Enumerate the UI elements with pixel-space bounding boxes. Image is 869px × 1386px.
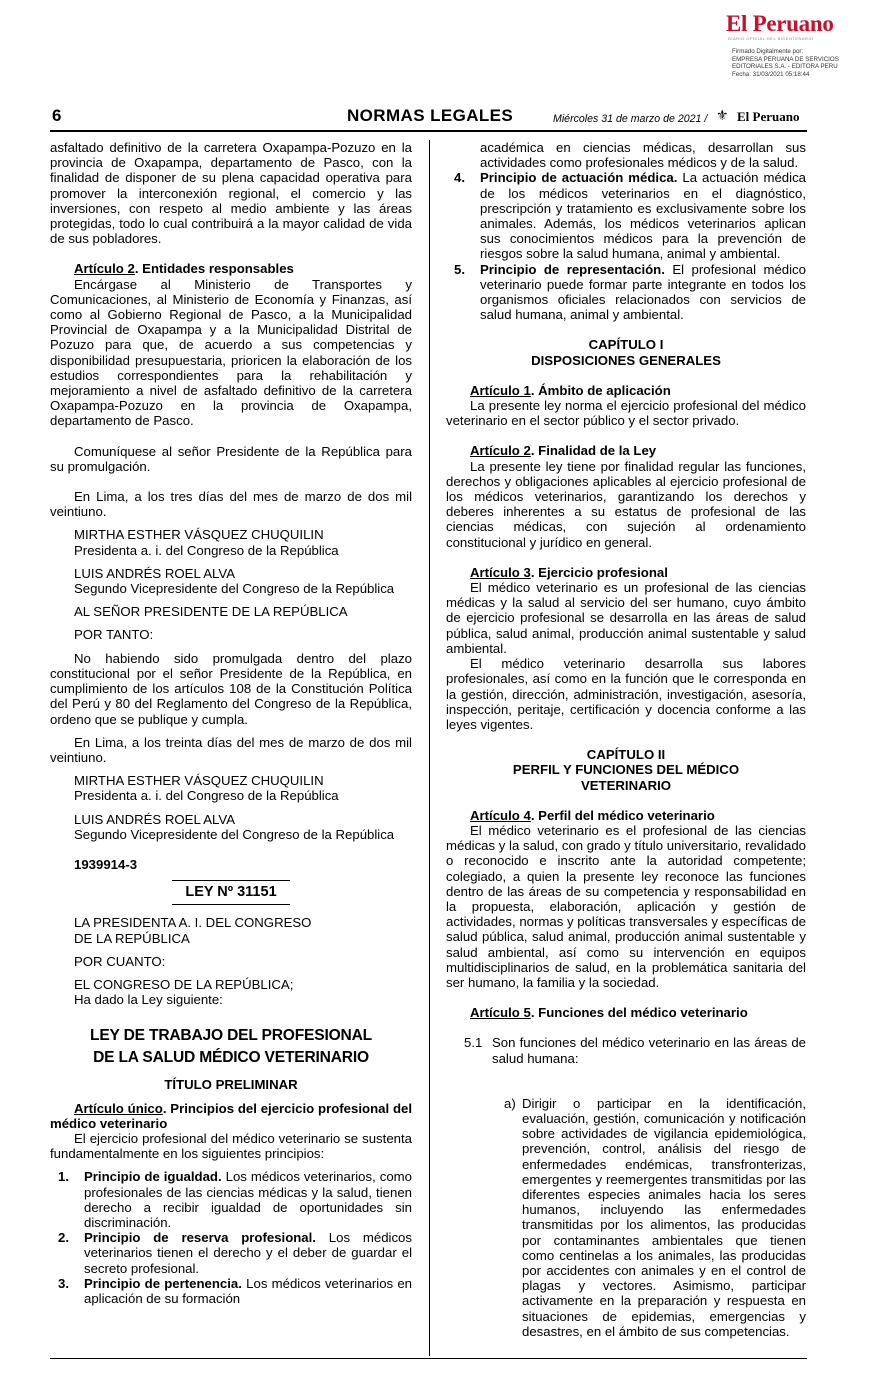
por-tanto: POR TANTO:: [74, 627, 154, 643]
heading-line: DE LA REPÚBLICA: [74, 930, 190, 946]
por-cuanto: POR CUANTO:: [74, 953, 166, 969]
clause-number: 5.1: [464, 1035, 483, 1051]
signatory-role: Segundo Vicepresidente del Congreso de la República: [74, 581, 395, 597]
article-title: . Perfil del médico veterinario: [530, 807, 715, 823]
article-label: Artículo 1: [470, 382, 531, 398]
list-item: [50, 1230, 412, 1276]
digital-signature: [732, 48, 866, 78]
paragraph: El médico veterinario es el profesional de las ciencias médicas y la salud, con grado y título universitario, revalidado o reconocido e inscrito ante la autoridad competente; colegiado, a quien la presente ley reconoce las funciones dentro de las áreas de su competencia y responsabilidad en la propuesta, elaboración, aplicación y gestión de actividades, normas y políticas transversales y específicas de salud pública, salud animal, producción animal sustentable y salud ambiental, así como su intervención en equipos multidisciplinarios de salud, en la problemática sanitaria del ser humano, la familia y la sociedad.: [446, 822, 806, 990]
article-title: . Principios del ejercicio profesional del médico veterinario: [50, 1100, 412, 1131]
heading-line: EL CONGRESO DE LA REPÚBLICA;: [74, 976, 294, 992]
principle-title: Principio de actuación médica.: [480, 170, 678, 186]
law-title-line: LEY DE TRABAJO DEL PROFESIONAL: [90, 1027, 372, 1045]
separator: [172, 904, 290, 905]
signatory-name: LUIS ANDRÉS ROEL ALVA: [74, 565, 235, 581]
right-column: [446, 140, 806, 1339]
paragraph: En Lima, a los treinta días del mes de marzo de dos mil veintiuno.: [50, 734, 412, 765]
presidenta-heading: [50, 915, 412, 945]
list-number: 5.: [454, 261, 465, 277]
page-number: 6: [52, 106, 62, 125]
congress-heading: [50, 977, 412, 1007]
chapter-number: CAPÍTULO I: [588, 337, 664, 353]
principle-body: Los médicos veterinarios tienen el derecho y el deber de guardar el secreto profesional.: [84, 1230, 412, 1276]
paragraph: El médico veterinario desarrolla sus labores profesionales, así como en la función que le corresponda en la gestión, dirección, administración, investigación, asesoría, inspección, peritaje, certificación y docencia conforme a las leyes vigentes.: [446, 656, 806, 732]
list-item: [50, 1276, 412, 1306]
chapter-title: PERFIL Y FUNCIONES DEL MÉDICO: [512, 762, 740, 778]
numbered-clause: [446, 1035, 806, 1065]
principle-body: Los médicos veterinarios, como profesionales de las ciencias médicas y la salud, tienen derecho a recibir igualdad de oportunidades sin discriminación.: [84, 1169, 412, 1230]
article-title: . Entidades responsables: [134, 261, 294, 277]
coat-of-arms-icon: ⚜: [716, 107, 729, 123]
clause-text: Dirigir o participar en la identificación, evaluación, gestión, comunicación y notificación sobre actividades de vigilancia epidemiológica, prevención, control, análisis del riesgo de enfermedades endémicas, transfronterizas, emergentes y reemergentes transmitidas por las diferentes especies animales hacia los seres humanos, incluyendo las enfermedades transmitidas por los alimentos, las producidas por contaminantes ambientales que tienen como centinelas a los animales, las producidas por accidentes con animales y en el control de plagas y vectores. Asimismo, participar activamente en la preparación y respuesta en situaciones de epidemias, emergencias y desastres, en el ámbito de sus competencias.: [522, 1095, 806, 1339]
article-heading: [446, 565, 806, 580]
law-number: LEY Nº 31151: [185, 884, 277, 901]
principle-body: El profesional médico veterinario puede formar parte integrante en todos los organismos oficiales relacionados con servicios de salud humana, animal y ambiental.: [480, 261, 806, 323]
addressee: AL SEÑOR PRESIDENTE DE LA REPÚBLICA: [74, 604, 348, 620]
signatory-role: Presidenta a. i. del Congreso de la República: [74, 788, 339, 804]
signatory-name: MIRTHA ESTHER VÁSQUEZ CHUQUILIN: [74, 773, 324, 789]
heading-line: LA PRESIDENTA A. I. DEL CONGRESO: [74, 915, 312, 931]
signature-line: Fecha: 31/03/2021 05:18:44: [732, 70, 810, 78]
list-number: 1.: [58, 1169, 69, 1185]
list-item: [50, 1169, 412, 1230]
signature-block: [50, 527, 412, 557]
title-heading: TÍTULO PRELIMINAR: [164, 1077, 298, 1093]
clause-text: Son funciones del médico veterinario en las áreas de salud humana:: [492, 1035, 806, 1066]
separator: [172, 880, 290, 881]
paragraph: El ejercicio profesional del médico veterinario se sustenta fundamentalmente en los siguientes principios:: [50, 1130, 412, 1162]
article-label: Artículo 4: [470, 807, 531, 823]
article-label: Artículo 5: [470, 1005, 531, 1021]
brand-tagline: DIARIO OFICIAL DEL BICENTENARIO: [728, 36, 814, 41]
signature-block: [50, 773, 412, 803]
list-item: [446, 262, 806, 323]
paragraph: La presente ley tiene por finalidad regular las funciones, derechos y obligaciones aplicables al ejercicio profesional de los médicos veterinarios, garantizando los derechos y deberes inherentes a su estatus de profesional de las ciencias médicas, con sujeción al ordenamiento constitucional y jurídico en general.: [446, 458, 806, 550]
article-title: . Ámbito de aplicación: [530, 382, 671, 398]
article-heading: [446, 443, 806, 458]
header-rule: [50, 130, 807, 132]
article-heading: [50, 1101, 412, 1131]
principle-body: Los médicos veterinarios en aplicación de su formación: [84, 1275, 413, 1306]
principle-title: Principio de igualdad.: [84, 1169, 222, 1185]
article-heading: [446, 383, 806, 398]
chapter-title: DISPOSICIONES GENERALES: [531, 352, 721, 368]
paragraph: Comuníquese al señor Presidente de la República para su promulgación.: [50, 443, 412, 474]
chapter-number: CAPÍTULO II: [586, 747, 666, 763]
signature-block: [50, 812, 412, 842]
principle-title: Principio de representación.: [480, 261, 665, 277]
signature-line: EMPRESA PERUANA DE SERVICIOS: [732, 55, 839, 63]
el-peruano-logo: El Peruano: [726, 11, 834, 36]
column-divider: [429, 140, 430, 1356]
list-number: 4.: [454, 170, 465, 186]
article-title: . Ejercicio profesional: [530, 564, 668, 580]
document-code: 1939914-3: [74, 856, 138, 872]
article-label: Artículo 3: [470, 564, 531, 580]
principle-title: Principio de reserva profesional.: [84, 1230, 316, 1246]
clause-letter: a): [504, 1095, 516, 1111]
heading-line: Ha dado la Ley siguiente:: [74, 992, 223, 1008]
paragraph: En Lima, a los tres días del mes de marzo de dos mil veintiuno.: [50, 489, 412, 520]
article-label: Artículo 2: [74, 261, 135, 277]
left-column: [50, 140, 412, 1306]
paragraph: Encárgase al Ministerio de Transportes y Comunicaciones, al Ministerio de Economía y Finanzas, así como al Gobierno Regional de Pasco, a la Municipalidad Provincial de Oxapampa y a la Municipalidad Distrital de Pozuzo para que, de acuerdo a sus competencias y disponibilidad presupuestaria, prioricen la elaboración de los estudios correspondientes para la rehabilitación y mejoramiento a nivel de asfaltado definitivo de la carretera Oxapampa-Pozuzo en la provincia de Oxapampa, departamento de Pasco.: [50, 276, 412, 429]
signatory-name: MIRTHA ESTHER VÁSQUEZ CHUQUILIN: [74, 527, 324, 543]
article-label: Artículo 2: [470, 443, 531, 459]
principle-body: académica en ciencias médicas, desarrollan sus actividades como profesionales médicos y de la salud.: [480, 140, 806, 171]
article-title: . Funciones del médico veterinario: [530, 1005, 748, 1021]
principle-body: La actuación médica de los médicos veterinarios en el diagnóstico, prescripción y tratamiento es exclusivamente sobre los animales. Además, los médicos veterinarios aplican sus conocimientos médicos para la prevención de riesgos sobre la salud humana, animal y ambiental.: [480, 170, 806, 262]
article-label: Artículo único: [74, 1100, 163, 1116]
paragraph: La presente ley norma el ejercicio profesional del médico veterinario en el sector público y el sector privado.: [446, 398, 806, 429]
list-number: 2.: [58, 1230, 69, 1246]
list-item: [446, 170, 806, 261]
article-heading: [446, 1005, 806, 1020]
list-item-continued: [446, 140, 806, 170]
law-title-line: DE LA SALUD MÉDICO VETERINARIO: [93, 1049, 369, 1067]
principle-title: Principio de pertenencia.: [84, 1275, 242, 1291]
signature-line: EDITORIALES S.A. - EDITORA PERU: [732, 63, 838, 71]
chapter-title: VETERINARIO: [580, 777, 672, 793]
article-heading: [50, 261, 412, 276]
header-brand: El Peruano: [737, 109, 800, 124]
signatory-role: Segundo Vicepresidente del Congreso de la República: [74, 826, 395, 842]
paragraph: asfaltado definitivo de la carretera Oxapampa-Pozuzo en la provincia de Oxapampa, departamento de Pasco, con la finalidad de disponer de su plena capacidad operativa para promover la interconexión regional, el comercio y las inversiones, con respeto al medio ambiente y las áreas protegidas, todo lo cual contribuirá a la mayor calidad de vida de sus pobladores.: [50, 140, 412, 247]
signatory-name: LUIS ANDRÉS ROEL ALVA: [74, 811, 235, 827]
list-number: 3.: [58, 1275, 69, 1291]
signature-block: [50, 566, 412, 596]
signatory-role: Presidenta a. i. del Congreso de la República: [74, 542, 339, 558]
brand-masthead: [726, 12, 866, 41]
footer-rule: [50, 1358, 807, 1359]
header-date: Miércoles 31 de marzo de 2021 /: [553, 113, 708, 125]
lettered-clause: [446, 1096, 806, 1339]
paragraph: No habiendo sido promulgada dentro del plazo constitucional por el señor Presidente de la República, en cumplimiento de los artículos 108 de la Constitución Política del Perú y 80 del Reglamento del Congreso de la República, ordeno que se publique y cumpla.: [50, 650, 412, 727]
article-heading: [446, 808, 806, 823]
signature-line: Firmado Digitalmente por:: [732, 48, 804, 55]
section-title: NORMAS LEGALES: [347, 106, 514, 125]
law-title: [50, 1025, 412, 1069]
paragraph: El médico veterinario es un profesional de las ciencias médicas y la salud al servicio del ser humano, cuyo ámbito de ejercicio profesional se desarrolla en las áreas de salud pública, salud animal, producción animal sustentable y salud ambiental.: [446, 580, 806, 656]
page-header: [50, 108, 807, 128]
article-title: . Finalidad de la Ley: [530, 443, 657, 459]
